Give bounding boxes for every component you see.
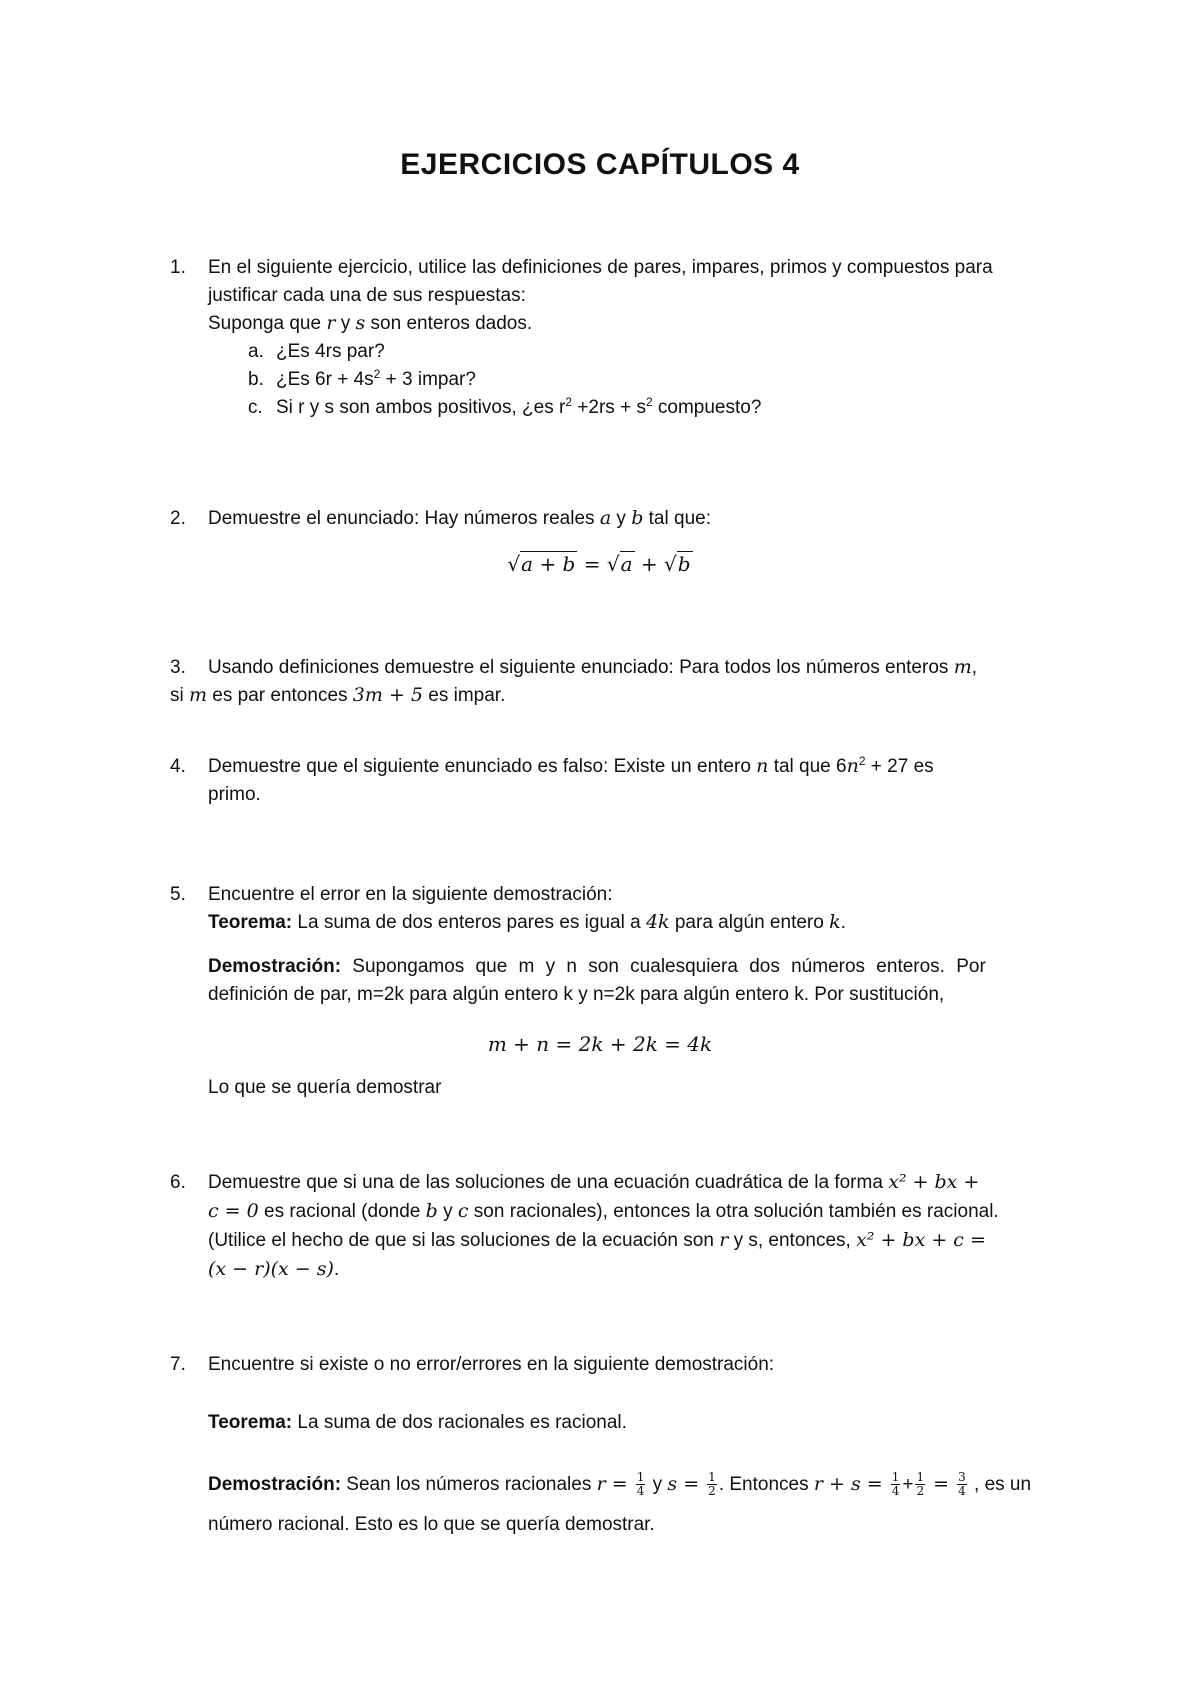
- exercise-number: 1.: [170, 257, 186, 278]
- exercise-text: Encuentre el error en la siguiente demostración:: [208, 884, 613, 905]
- exercise-text: (x − r)(x − s).: [208, 1258, 340, 1280]
- exercise-text: Suponga que r y s son enteros dados.: [208, 312, 533, 334]
- exercise-number: 6.: [170, 1172, 186, 1193]
- proof: Demostración: Supongamos que m y n son cualesquiera dos números enteros. Por: [208, 956, 986, 977]
- exercise-number: 3.: [170, 657, 186, 678]
- exercise-text: Demuestre el enunciado: Hay números reales a y b tal que:: [208, 507, 711, 529]
- theorem: Teorema: La suma de dos racionales es racional.: [208, 1412, 627, 1433]
- item-text: Si r y s son ambos positivos, ¿es $r^2 +2rs + s^2$ compuesto?: [276, 395, 762, 418]
- equation: m + n = 2k + 2k = 4k: [487, 1032, 713, 1056]
- exercise-text: Usando definiciones demuestre el siguiente enunciado: Para todos los números enteros m,: [208, 656, 977, 678]
- exercise-text: Encuentre si existe o no error/errores en la siguiente demostración:: [208, 1354, 775, 1375]
- fraction: $\frac{1}{2}$: [916, 1470, 925, 1499]
- exercise-number: 7.: [170, 1354, 186, 1375]
- fraction: $\frac{1}{4}$: [636, 1470, 645, 1499]
- proof: número racional. Esto es lo que se quería demostrar.: [208, 1514, 655, 1535]
- item-label: c.: [248, 397, 263, 418]
- item-text: ¿Es 4rs par?: [276, 341, 385, 362]
- equation: √a + b = √a + √b: [507, 552, 691, 576]
- fraction: $\frac{3}{4}$: [958, 1470, 966, 1499]
- theorem: Teorema: La suma de dos enteros pares es igual a 4k para algún entero k.: [208, 911, 846, 933]
- proof: definición de par, m=2k para algún entero k y n=2k para algún entero k. Por sustitución,: [208, 984, 945, 1005]
- exercise-text: si m es par entonces 3m + 5 es impar.: [170, 684, 506, 706]
- exercise-number: 4.: [170, 756, 186, 777]
- item-text: ¿Es $6r + 4s^2 + 3$ impar?: [276, 367, 476, 390]
- item-label: b.: [248, 369, 264, 390]
- exercise-number: 5.: [170, 884, 186, 905]
- item-label: a.: [248, 341, 264, 362]
- exercise-text: justificar cada una de sus respuestas:: [208, 285, 526, 306]
- proof-end: Lo que se quería demostrar: [208, 1077, 442, 1098]
- exercise-text: c = 0 es racional (donde b y c son racionales), entonces la otra solución también es racional.: [208, 1200, 999, 1222]
- fraction: $\frac{1}{4}$: [891, 1470, 900, 1499]
- exercise-number: 2.: [170, 508, 186, 529]
- exercise-text: Demuestre que el siguiente enunciado es falso: Existe un entero n tal que $6n^2 + 27$ es: [208, 754, 934, 777]
- exercise-text: Demuestre que si una de las soluciones de una ecuación cuadrática de la forma x² + bx +: [208, 1171, 980, 1193]
- exercise-text: En el siguiente ejercicio, utilice las definiciones de pares, impares, primos y compuestos para: [208, 257, 993, 278]
- exercise-text: primo.: [208, 784, 261, 805]
- proof: Demostración: Sean los números racionales r = $\frac{1}{4}$ y s = $\frac{1}{2}$ . Entonces r + s = $\frac{1}{4}$ + $\frac{1}{2}$ = $\frac{3}{4}$ , es un: [208, 1470, 1032, 1499]
- page-title: EJERCICIOS CAPÍTULOS 4: [400, 148, 800, 181]
- fraction: $\frac{1}{2}$: [708, 1470, 716, 1499]
- exercise-text: (Utilice el hecho de que si las soluciones de la ecuación son r y s, entonces, x² + bx + c =: [208, 1229, 986, 1251]
